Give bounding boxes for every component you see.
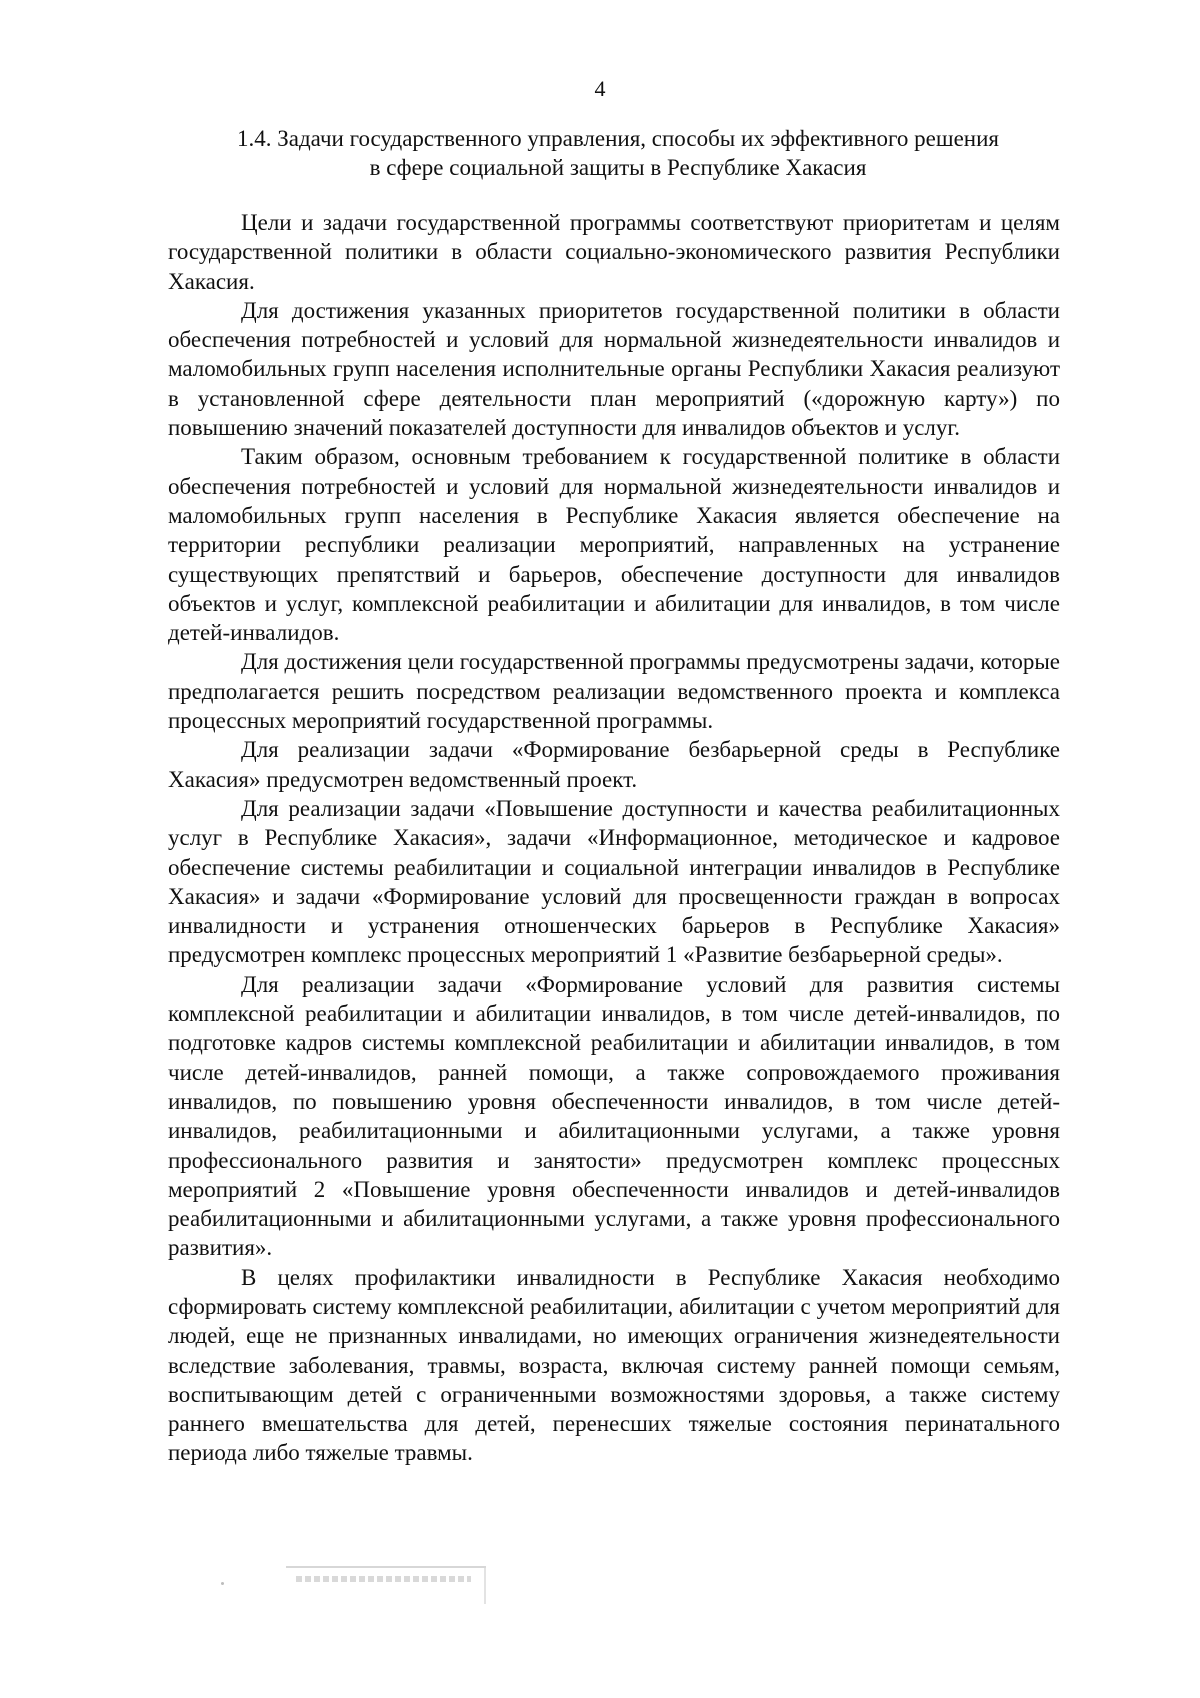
stamp-text-smudge <box>296 1576 471 1582</box>
paragraph: Для достижения цели государственной программы предусмотрены задачи, которые предполагается решить посредством реализации ведомственного проекта и комплекса процессных мероприятий государственной программы. <box>168 649 1060 734</box>
paragraph: Для достижения указанных приоритетов государственной политики в области обеспечения потребностей и условий для нормальной жизнедеятельности инвалидов и маломобильных групп населения исполнительные органы Республики Хакасия реализуют в установленной сфере деятельности план мероприятий («дорожную карту») по повышению значений показателей доступности для инвалидов объектов и услуг. <box>168 297 1060 441</box>
faint-stamp-mark <box>286 1564 496 1608</box>
paragraph: Таким образом, основным требованием к государственной политике в области обеспечения потребностей и условий для нормальной жизнедеятельности инвалидов и маломобильных групп населения в Республике Хакасия является обеспечение на территории республики реализации мероприятий, направленных на устранение существующих препятствий и барьеров, обеспечение доступности для инвалидов объектов и услуг, комплексной реабилитации и абилитации для инвалидов, в том числе детей-инвалидов. <box>168 444 1060 646</box>
section-heading <box>168 124 1068 182</box>
paragraph: Цели и задачи государственной программы соответствуют приоритетам и целям государственной политики в области социально-экономического развития Республики Хакасия. <box>168 210 1060 294</box>
paragraph: Для реализации задачи «Повышение доступности и качества реабилитационных услуг в Республике Хакасия», задачи «Информационное, методическое и кадровое обеспечение системы реабилитации и социальной интеграции инвалидов в Республике Хакасия» и задачи «Формирование условий для просвещенности граждан в вопросах инвалидности и устранения отношенческих барьеров в Республике Хакасия» предусмотрен комплекс процессных мероприятий 1 «Развитие безбарьерной среды». <box>168 795 1060 968</box>
body-text <box>168 208 1060 1468</box>
scan-artifact-dot <box>221 1582 224 1585</box>
paragraph: Для реализации задачи «Формирование безбарьерной среды в Республике Хакасия» предусмотрен ведомственный проект. <box>168 737 1060 792</box>
section-heading-line-2: в сфере социальной защиты в Республике Хакасия <box>369 155 867 180</box>
section-heading-line-1: 1.4. Задачи государственного управления, способы их эффективного решения <box>237 126 999 151</box>
stamp-edge <box>484 1568 486 1604</box>
paragraph: В целях профилактики инвалидности в Республике Хакасия необходимо сформировать систему комплексной реабилитации, абилитации с учетом мероприятий для людей, еще не признанных инвалидами, но имеющих ограничения жизнедеятельности вследствие заболевания, травмы, возраста, включая систему ранней помощи семьям, воспитывающим детей с ограниченными возможностями здоровья, а также систему раннего вмешательства для детей, перенесших тяжелые состояния перинатального периода либо тяжелые травмы. <box>168 1264 1060 1466</box>
page-number: 4 <box>594 76 606 101</box>
paragraph: Для реализации задачи «Формирование условий для развития системы комплексной реабилитации и абилитации инвалидов, в том числе детей-инвалидов, по подготовке кадров системы комплексной реабилитации и абилитации инвалидов, в том числе детей-инвалидов, ранней помощи, а также сопровождаемого проживания инвалидов, по повышению уровня обеспеченности инвалидов, в том числе детей-инвалидов, реабилитационными и абилитационными услугами, а также уровня профессионального развития и занятости» предусмотрен комплекс процессных мероприятий 2 «Повышение уровня обеспеченности инвалидов и детей-инвалидов реабилитационными и абилитационными услугами, а также уровня профессионального развития». <box>168 971 1060 1261</box>
stamp-line <box>286 1566 486 1568</box>
